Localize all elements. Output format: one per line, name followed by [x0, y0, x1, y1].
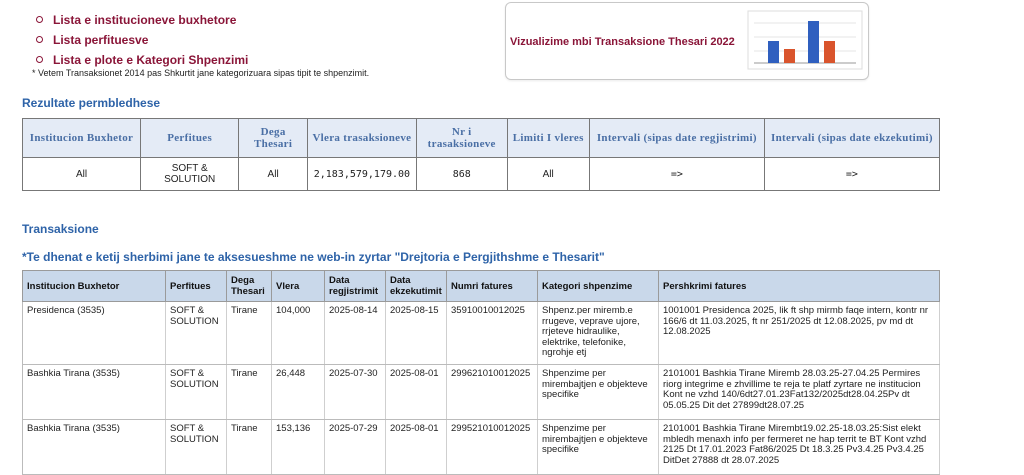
bullet-icon [36, 36, 43, 43]
tx-cell: SOFT & SOLUTION [166, 302, 227, 365]
summary-header: Nr i trasaksioneve [416, 119, 507, 158]
summary-cell: All [23, 158, 141, 191]
tx-cell: 2025-07-29 [325, 420, 386, 475]
tx-cell: 26,448 [272, 365, 325, 420]
summary-cell: 868 [416, 158, 507, 191]
transactions-title: Transaksione [22, 222, 99, 236]
tx-cell: 2101001 Bashkia Tirane Mirembt19.02.25-18.03.25:Sist elekt mbledh menaxh info per fermeret ne hap territ te BT Kont vzhd 2125 Dt 17.01.2023 Fat86/2025 Dt 18.3.25 Pv3.4.25 Pv3.4.25 DitDet 27888 dt 28.07.2025 [659, 420, 940, 475]
summary-cell: => [764, 158, 939, 191]
summary-header: Limiti I vleres [507, 119, 589, 158]
summary-cell: All [239, 158, 308, 191]
bar-chart-icon [746, 9, 864, 71]
summary-title: Rezultate permbledhese [22, 96, 161, 110]
link-institucione[interactable]: Lista e institucioneve buxhetore [36, 14, 248, 26]
summary-header: Vlera trasaksioneve [307, 119, 416, 158]
tx-cell: Shpenz.per miremb.e rrugeve, veprave ujore, rrjeteve hidraulike, elektrike, telefonike, ngrohje etj [538, 302, 659, 365]
summary-header: Institucion Buxhetor [23, 119, 141, 158]
tx-cell: Presidenca (3535) [23, 302, 166, 365]
summary-header-row [23, 119, 940, 158]
summary-header: Perfitues [141, 119, 239, 158]
table-row [23, 365, 940, 420]
tx-cell: SOFT & SOLUTION [166, 420, 227, 475]
tx-cell: 153,136 [272, 420, 325, 475]
tx-cell: Tirane [227, 420, 272, 475]
tx-cell: 2025-08-01 [386, 365, 447, 420]
tx-header[interactable]: Kategori shpenzime [538, 271, 659, 302]
tx-cell: Bashkia Tirana (3535) [23, 365, 166, 420]
summary-cell: All [507, 158, 589, 191]
tx-cell: 2025-08-01 [386, 420, 447, 475]
visualization-card[interactable] [505, 2, 869, 80]
tx-header[interactable]: Numri fatures [447, 271, 538, 302]
summary-cell: => [589, 158, 764, 191]
table-row [23, 302, 940, 365]
summary-cell: SOFT & SOLUTION [141, 158, 239, 191]
tx-header[interactable]: Institucion Buxhetor [23, 271, 166, 302]
tx-header[interactable]: Pershkrimi fatures [659, 271, 940, 302]
bullet-icon [36, 16, 43, 23]
summary-cell: 2,183,579,179.00 [307, 158, 416, 191]
tx-cell: 299621010012025 [447, 365, 538, 420]
tx-cell: 1001001 Presidenca 2025, lik ft shp mirmb faqe intern, kontr nr 166/6 dt 11.03.2025, ft nr 251/2025 dt 12.08.2025, pv md dt 12.08.2025 [659, 302, 940, 365]
tx-cell: 35910010012025 [447, 302, 538, 365]
transactions-notice: *Te dhenat e ketij sherbimi jane te aksesueshme ne web-in zyrtar "Drejtoria e Pergjithshme e Thesarit" [22, 250, 605, 264]
tx-header[interactable]: Data ekzekutimit [386, 271, 447, 302]
tx-header[interactable]: Vlera [272, 271, 325, 302]
tx-cell: 2101001 Bashkia Tirane Miremb 28.03.25-27.04.25 Permires riorg integrime e zhvillime te reja te platf zyrtare ne institucion Kont ne vzhd 140/6dt27.01.23Fat132/2025dt28.04.25Pv dt 05.05.25 Dit det 27899dt28.07.25 [659, 365, 940, 420]
note-text: * Vetem Transaksionet 2014 pas Shkurtit jane kategorizuara sipas tipit te shpenzimit. [32, 68, 370, 78]
transactions-table [22, 270, 940, 475]
top-links [36, 14, 248, 74]
visualization-title: Vizualizime mbi Transaksione Thesari 2022 [510, 36, 735, 48]
tx-cell: Tirane [227, 302, 272, 365]
summary-row [23, 158, 940, 191]
table-row [23, 420, 940, 475]
tx-cell: 2025-07-30 [325, 365, 386, 420]
tx-cell: Shpenzime per mirembajtjen e objekteve specifike [538, 365, 659, 420]
tx-header-row [23, 271, 940, 302]
summary-table [22, 118, 940, 191]
link-kategori[interactable]: Lista e plote e Kategori Shpenzimi [36, 54, 248, 66]
tx-cell: Tirane [227, 365, 272, 420]
tx-cell: Shpenzime per mirembajtjen e objekteve specifike [538, 420, 659, 475]
tx-cell: Bashkia Tirana (3535) [23, 420, 166, 475]
tx-cell: 2025-08-14 [325, 302, 386, 365]
tx-cell: 299521010012025 [447, 420, 538, 475]
tx-cell: SOFT & SOLUTION [166, 365, 227, 420]
tx-header[interactable]: Data regjistrimit [325, 271, 386, 302]
summary-header: Intervali (sipas date regjistrimi) [589, 119, 764, 158]
tx-cell: 2025-08-15 [386, 302, 447, 365]
tx-header[interactable]: Dega Thesari [227, 271, 272, 302]
tx-cell: 104,000 [272, 302, 325, 365]
summary-header: Intervali (sipas date ekzekutimi) [764, 119, 939, 158]
tx-header[interactable]: Perfitues [166, 271, 227, 302]
link-perfitues[interactable]: Lista perfituesve [36, 34, 248, 46]
summary-header: Dega Thesari [239, 119, 308, 158]
bullet-icon [36, 56, 43, 63]
